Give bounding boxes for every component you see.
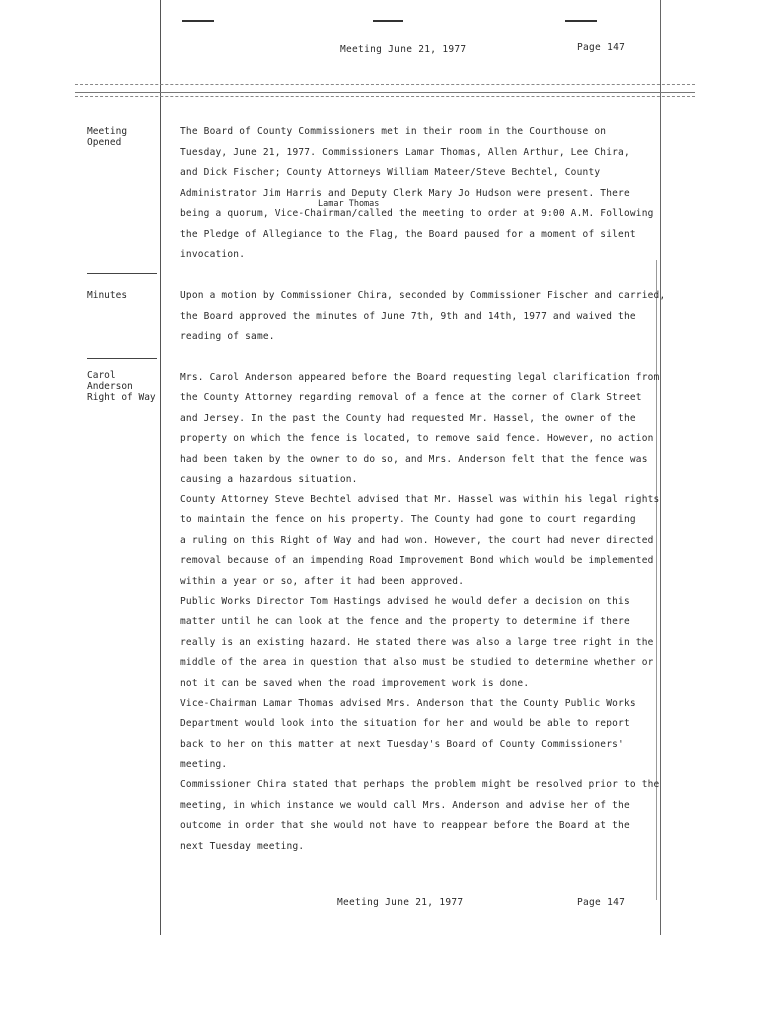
header-meeting-date: Meeting June 21, 1977 xyxy=(340,44,467,55)
text-line: within a year or so, after it had been approved. xyxy=(180,576,465,587)
margin-label-minutes: Minutes xyxy=(87,290,128,301)
margin-label-carol-anderson: Carol Anderson Right of Way xyxy=(87,370,156,403)
header-rule-dotted xyxy=(75,96,695,97)
text-line: the County Attorney regarding removal of a fence at the corner of Clark Street xyxy=(180,392,642,403)
text-line: Administrator Jim Harris and Deputy Clerk Mary Jo Hudson were present. There xyxy=(180,188,630,199)
text-line: Department would look into the situation for her and would be able to report xyxy=(180,718,630,729)
top-tick-mark xyxy=(565,20,597,22)
footer-meeting-date: Meeting June 21, 1977 xyxy=(337,897,464,908)
text-line: a ruling on this Right of Way and had won. However, the court had never directed xyxy=(180,535,654,546)
right-margin-rule-faint xyxy=(656,260,657,900)
left-margin-rule xyxy=(160,0,161,935)
text-line: Upon a motion by Commissioner Chira, seconded by Commissioner Fischer and carried, xyxy=(180,290,666,301)
text-line: and Dick Fischer; County Attorneys William Mateer/Steve Bechtel, County xyxy=(180,167,601,178)
text-line: meeting. xyxy=(180,759,228,770)
header-rule xyxy=(75,92,695,93)
text-line: the Pledge of Allegiance to the Flag, the Board paused for a moment of silent xyxy=(180,229,636,240)
text-line: removal because of an impending Road Improvement Bond which would be implemented xyxy=(180,555,654,566)
margin-separator xyxy=(87,273,157,274)
text-line: property on which the fence is located, to remove said fence. However, no action xyxy=(180,433,654,444)
text-line: Tuesday, June 21, 1977. Commissioners Lamar Thomas, Allen Arthur, Lee Chira, xyxy=(180,147,630,158)
text-line: invocation. xyxy=(180,249,246,260)
text-line: County Attorney Steve Bechtel advised that Mr. Hassel was within his legal rights xyxy=(180,494,660,505)
text-line: not it can be saved when the road improvement work is done. xyxy=(180,678,530,689)
text-line: reading of same. xyxy=(180,331,275,342)
text-line: Commissioner Chira stated that perhaps the problem might be resolved prior to the xyxy=(180,779,660,790)
text-line: causing a hazardous situation. xyxy=(180,474,358,485)
text-line: being a quorum, Vice-Chairman/called the meeting to order at 9:00 A.M. Following xyxy=(180,208,654,219)
text-line: Public Works Director Tom Hastings advised he would defer a decision on this xyxy=(180,596,630,607)
text-line: middle of the area in question that also must be studied to determine whether or xyxy=(180,657,654,668)
header-rule-dotted xyxy=(75,84,695,85)
text-line: outcome in order that she would not have to reappear before the Board at the xyxy=(180,820,630,831)
text-line: to maintain the fence on his property. The County had gone to court regarding xyxy=(180,514,636,525)
top-tick-mark xyxy=(373,20,403,22)
text-line: back to her on this matter at next Tuesday's Board of County Commissioners' xyxy=(180,739,624,750)
text-line: the Board approved the minutes of June 7th, 9th and 14th, 1977 and waived the xyxy=(180,311,636,322)
text-line: really is an existing hazard. He stated there was also a large tree right in the xyxy=(180,637,654,648)
text-line: The Board of County Commissioners met in their room in the Courthouse on xyxy=(180,126,607,137)
text-line: Mrs. Carol Anderson appeared before the Board requesting legal clarification from xyxy=(180,372,660,383)
text-line: Vice-Chairman Lamar Thomas advised Mrs. Anderson that the County Public Works xyxy=(180,698,636,709)
text-line: matter until he can look at the fence and the property to determine if there xyxy=(180,616,630,627)
margin-label-meeting-opened: Meeting Opened xyxy=(87,126,128,148)
text-line: and Jersey. In the past the County had requested Mr. Hassel, the owner of the xyxy=(180,413,636,424)
text-line: had been taken by the owner to do so, and Mrs. Anderson felt that the fence was xyxy=(180,454,648,465)
text-line: next Tuesday meeting. xyxy=(180,841,305,852)
text-line: meeting, in which instance we would call Mrs. Anderson and advise her of the xyxy=(180,800,630,811)
footer-page-number: Page 147 xyxy=(577,897,626,908)
header-page-number: Page 147 xyxy=(577,42,626,53)
interlined-insert: Lamar Thomas xyxy=(318,199,380,209)
right-margin-rule xyxy=(660,0,661,935)
margin-separator xyxy=(87,358,157,359)
top-tick-mark xyxy=(182,20,214,22)
